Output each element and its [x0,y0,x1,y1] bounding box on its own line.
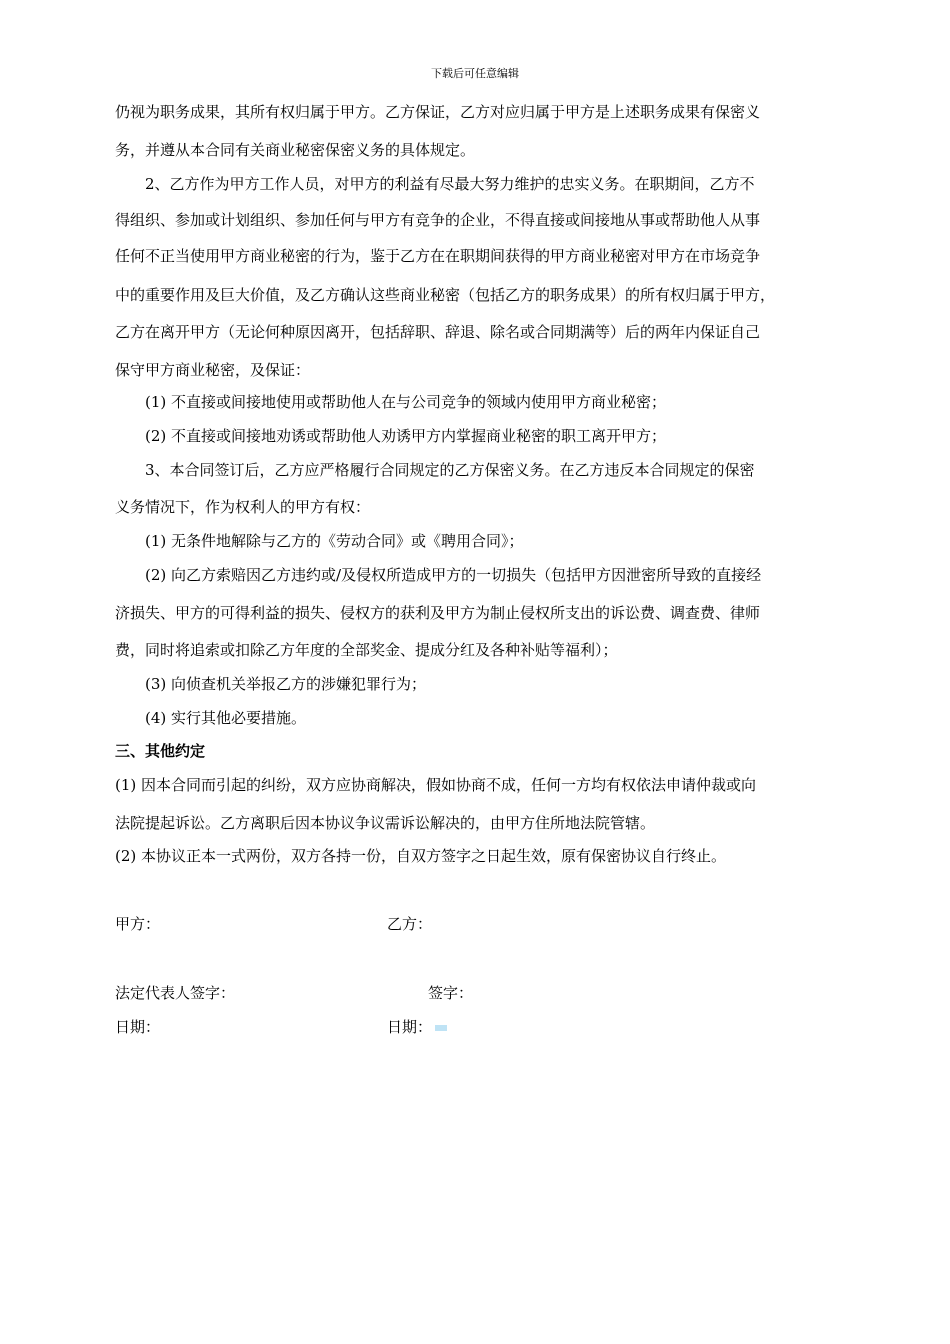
body-line: (2) 不直接或间接地劝诱或帮助他人劝诱甲方内掌握商业秘密的职工离开甲方； [115,427,667,445]
date-b-row [387,1017,447,1037]
body-line: 务，并遵从本合同有关商业秘密保密义务的具体规定。 [115,141,476,159]
date-a-label: 日期： [115,1018,161,1036]
body-line: (1) 不直接或间接地使用或帮助他人在与公司竞争的领域内使用甲方商业秘密； [115,393,667,411]
body-line: 义务情况下，作为权利人的甲方有权： [115,498,371,516]
page-header: 下载后可任意编辑 [431,67,519,80]
body-line: 乙方在离开甲方（无论何种原因离开，包括辞职、辞退、除名或合同期满等）后的两年内保证自己 [115,323,761,341]
body-line: 济损失、甲方的可得利益的损失、侵权方的获利及甲方为制止侵权所支出的诉讼费、调查费、律师 [115,604,761,622]
party-a-label: 甲方： [115,915,161,933]
body-line: (4) 实行其他必要措施。 [115,709,307,727]
body-line: (3) 向侦查机关举报乙方的涉嫌犯罪行为； [115,675,427,693]
date-b-label: 日期： [387,1018,433,1036]
body-line: 法院提起诉讼。乙方离职后因本协议争议需诉讼解决的，由甲方住所地法院管辖。 [115,814,656,832]
body-line: (2) 向乙方索赔因乙方违约或/及侵权所造成甲方的一切损失（包括甲方因泄密所导致的直接经 [115,566,762,584]
body-line: 中的重要作用及巨大价值，及乙方确认这些商业秘密（包括乙方的职务成果）的所有权归属于甲方， [115,286,776,304]
party-b-label: 乙方： [387,915,433,933]
highlight-marker [435,1025,447,1031]
body-line: 3、本合同签订后，乙方应严格履行合同规定的乙方保密义务。在乙方违反本合同规定的保密 [115,461,755,479]
legal-rep-signature-label: 法定代表人签字： [115,984,236,1002]
body-line: (2) 本协议正本一式两份，双方各持一份，自双方签字之日起生效，原有保密协议自行终止。 [115,847,727,865]
body-line: 费，同时将追索或扣除乙方年度的全部奖金、提成分红及各种补贴等福利）； [115,641,618,659]
body-line: (1) 无条件地解除与乙方的《劳动合同》或《聘用合同》； [115,532,524,550]
body-line: 任何不正当使用甲方商业秘密的行为，鉴于乙方在在职期间获得的甲方商业秘密对甲方在市场竞争 [115,247,761,265]
body-line: (1) 因本合同而引起的纠纷，双方应协商解决，假如协商不成，任何一方均有权依法申请仲裁或向 [115,776,757,794]
body-line: 得组织、参加或计划组织、参加任何与甲方有竞争的企业，不得直接或间接地从事或帮助他人从事 [115,211,761,229]
body-line: 仍视为职务成果，其所有权归属于甲方。乙方保证，乙方对应归属于甲方是上述职务成果有保密义 [115,103,761,121]
section-heading: 三、其他约定 [115,742,206,760]
body-line: 2、乙方作为甲方工作人员，对甲方的利益有尽最大努力维护的忠实义务。在职期间，乙方不 [115,175,755,193]
body-line: 保守甲方商业秘密，及保证： [115,361,311,379]
signature-label: 签字： [428,984,474,1002]
